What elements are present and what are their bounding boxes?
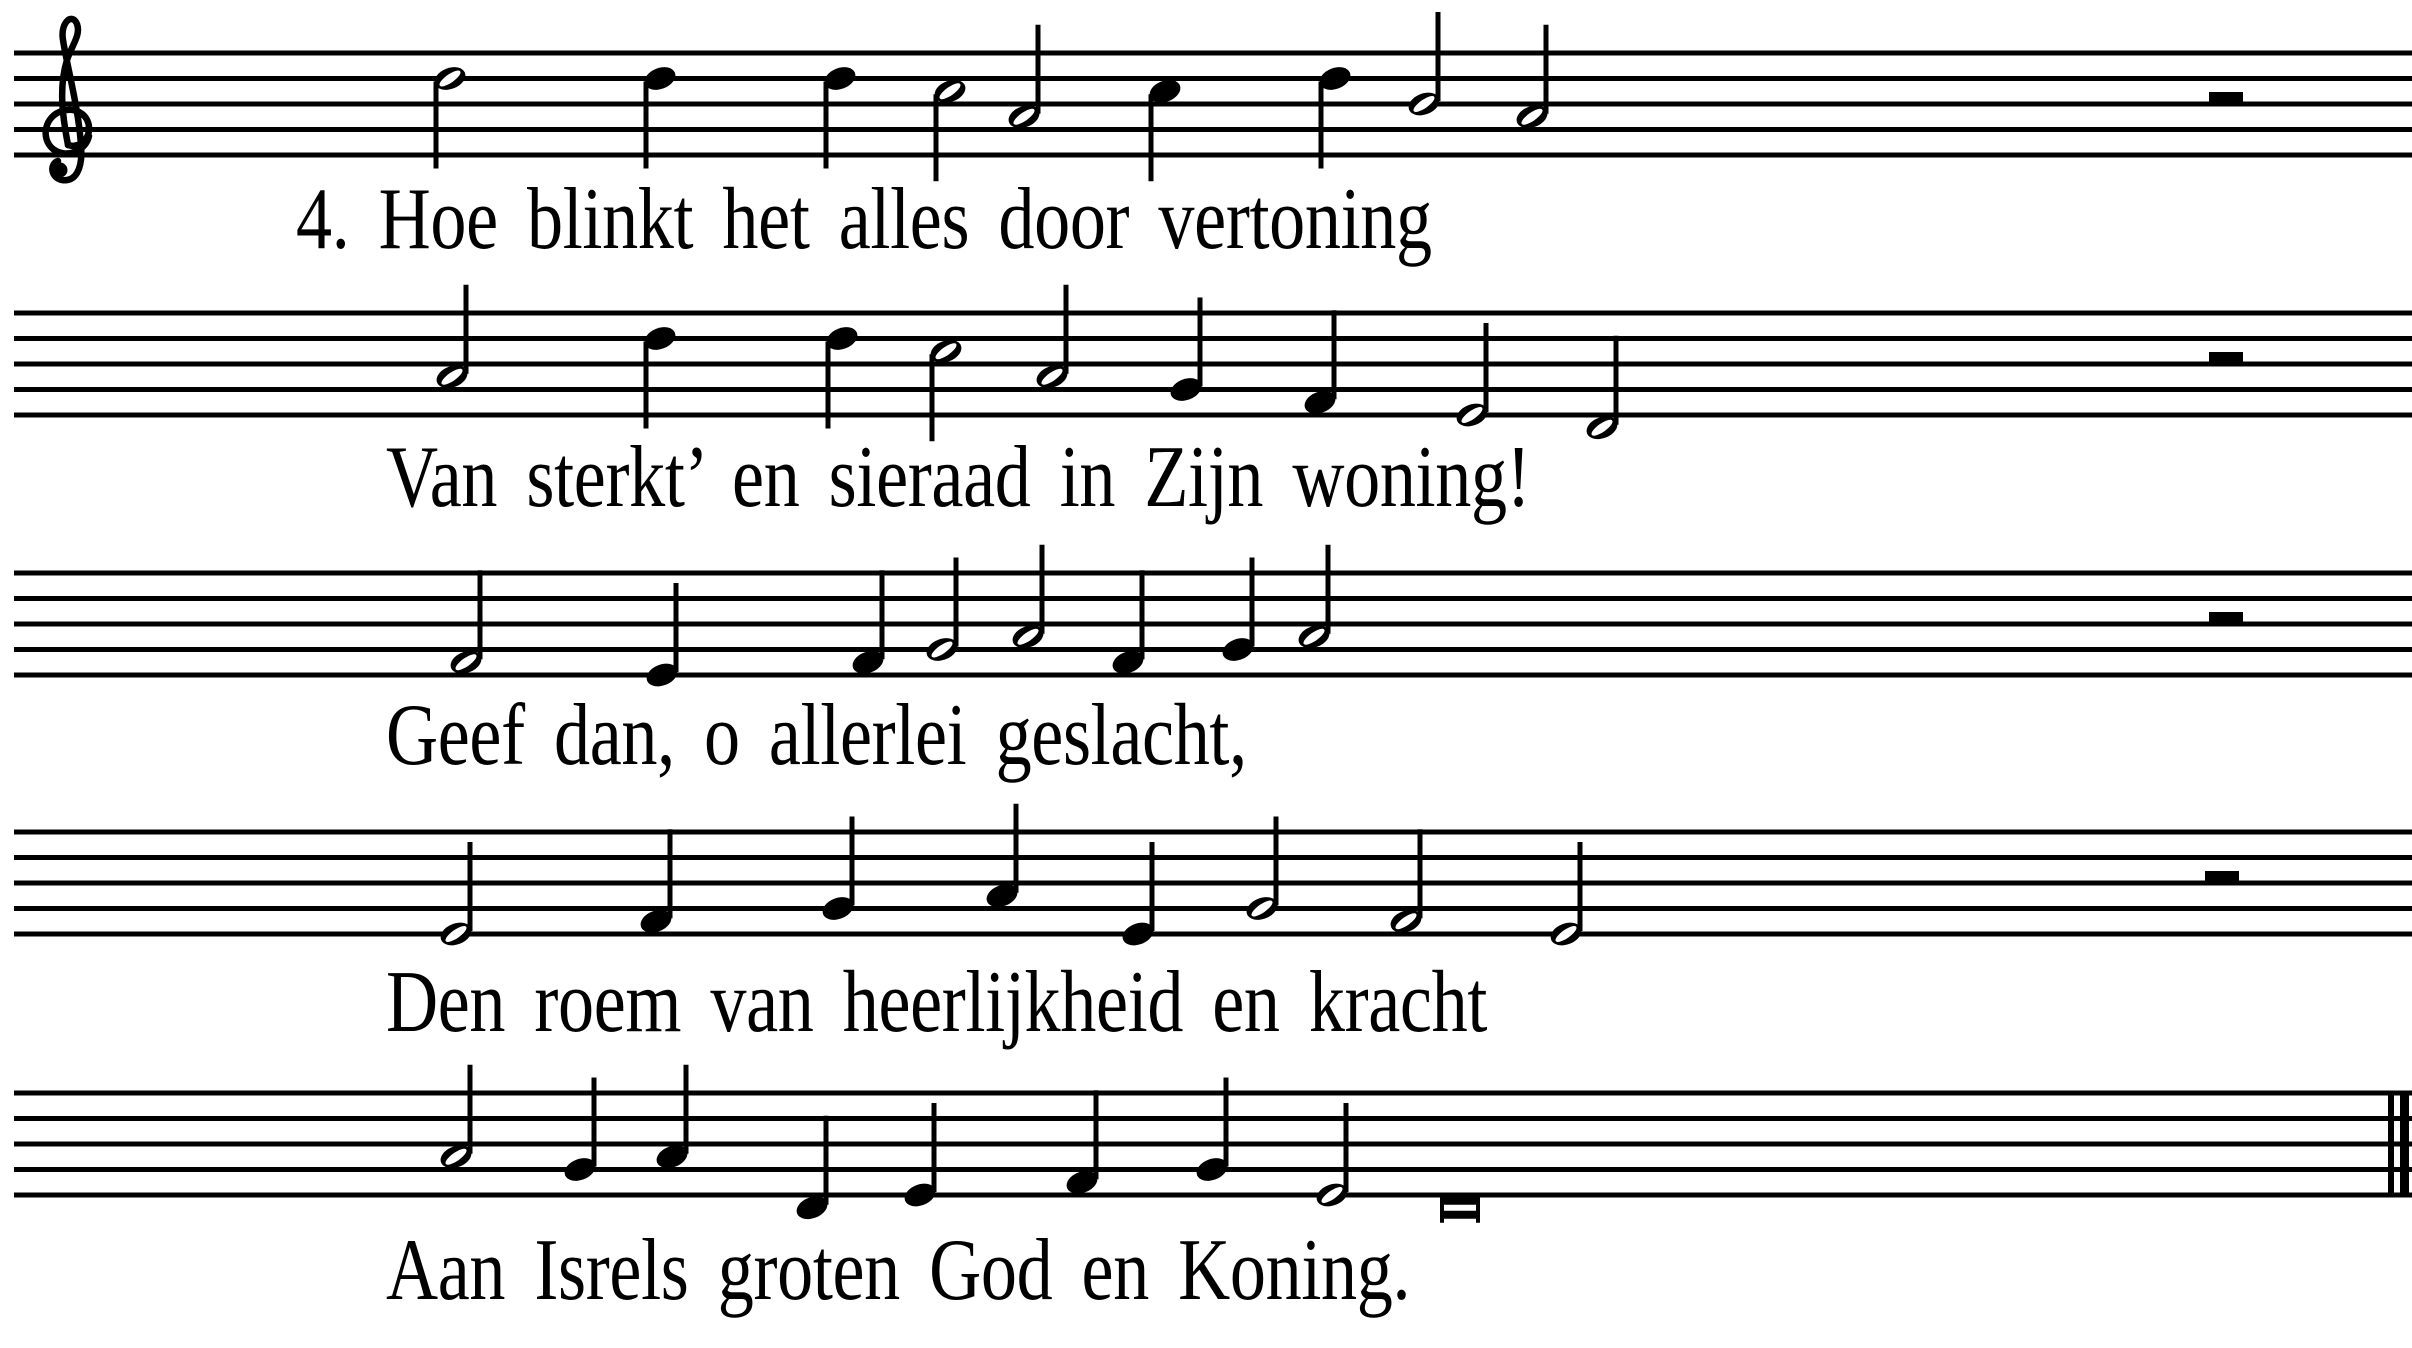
lyric-line-2: Van sterkt’ en sieraad in Zijn woning! (386, 429, 1531, 526)
staff-line (14, 127, 2412, 132)
note-stem (1544, 25, 1549, 114)
lyric-line-1: 4. Hoe blinkt het alles door vertoning (296, 171, 1432, 268)
note-stem (674, 583, 679, 672)
note-stem (1344, 1103, 1349, 1192)
staff-line (14, 413, 2412, 418)
staff-3 (14, 545, 2412, 691)
note-stem (464, 285, 469, 374)
note-stem (1578, 842, 1583, 931)
staff-line (14, 1193, 2412, 1198)
note-stem (1250, 558, 1255, 647)
staff-line (14, 596, 2412, 601)
staff-line (14, 102, 2412, 107)
note-stem (1149, 94, 1154, 181)
note-stem (932, 1103, 937, 1192)
note-stem (668, 829, 673, 918)
note-stem (592, 1078, 597, 1167)
staff-line (14, 932, 2412, 937)
staff-line (14, 673, 2412, 678)
staff-line (14, 881, 2412, 886)
note-stem (1014, 804, 1019, 893)
note-stem (1140, 570, 1145, 659)
note-stem (824, 82, 829, 169)
note-stem (826, 342, 831, 429)
final-barline-thin (2388, 1091, 2394, 1198)
staff-line (14, 906, 2412, 911)
whole-rest (2209, 92, 2243, 104)
note-stem (1484, 323, 1489, 412)
note-stem (468, 1065, 473, 1154)
note-stem (954, 558, 959, 647)
staff-4 (14, 804, 2412, 950)
staff-line (14, 830, 2412, 835)
note-stem (1436, 12, 1441, 101)
note-stem (1040, 545, 1045, 634)
staff-line (14, 571, 2412, 576)
staff-1 (14, 12, 2412, 181)
staff-line (14, 1091, 2412, 1096)
staff-line (14, 153, 2412, 158)
staff-line (14, 1116, 2412, 1121)
staff-line (14, 1142, 2412, 1147)
note-stem (1198, 298, 1203, 387)
note-stem (684, 1065, 689, 1154)
note-stem (1326, 545, 1331, 634)
staff-line (14, 76, 2412, 81)
lyric-line-3: Geef dan, o allerlei geslacht, (386, 687, 1247, 784)
note-stem (468, 842, 473, 931)
note-stem (1150, 842, 1155, 931)
staff-line (14, 51, 2412, 56)
note-stem (644, 342, 649, 429)
note-stem (478, 570, 483, 659)
final-barline-thick (2400, 1091, 2409, 1198)
note-stem (644, 82, 649, 169)
lyric-line-4: Den roem van heerlijkheid en kracht (386, 954, 1488, 1051)
note-stem (1418, 829, 1423, 918)
whole-rest (2205, 871, 2239, 883)
staff-line (14, 362, 2412, 367)
staff-line (14, 855, 2412, 860)
note-stem (1036, 25, 1041, 114)
note-stem (434, 82, 439, 169)
note-d4-breve (1440, 1193, 1480, 1223)
note-stem (824, 1116, 829, 1205)
note-stem (1274, 817, 1279, 906)
note-stem (1064, 285, 1069, 374)
note-stem (850, 817, 855, 906)
staff-line (14, 311, 2412, 316)
note-stem (1319, 82, 1324, 169)
whole-rest (2209, 612, 2243, 624)
staff-line (14, 647, 2412, 652)
note-stem (934, 94, 939, 181)
staff-2 (14, 285, 2412, 444)
staff-5 (14, 1065, 2412, 1224)
staff-line (14, 336, 2412, 341)
staff-line (14, 622, 2412, 627)
note-b4-half (1405, 12, 1442, 120)
note-stem (1614, 336, 1619, 425)
note-stem (1332, 310, 1337, 399)
note-stem (880, 570, 885, 659)
note-stem (1224, 1078, 1229, 1167)
staff-line (14, 387, 2412, 392)
lyric-line-5: Aan Isrels groten God en Koning. (386, 1222, 1411, 1319)
note-stem (1094, 1090, 1099, 1179)
whole-rest (2209, 352, 2243, 364)
